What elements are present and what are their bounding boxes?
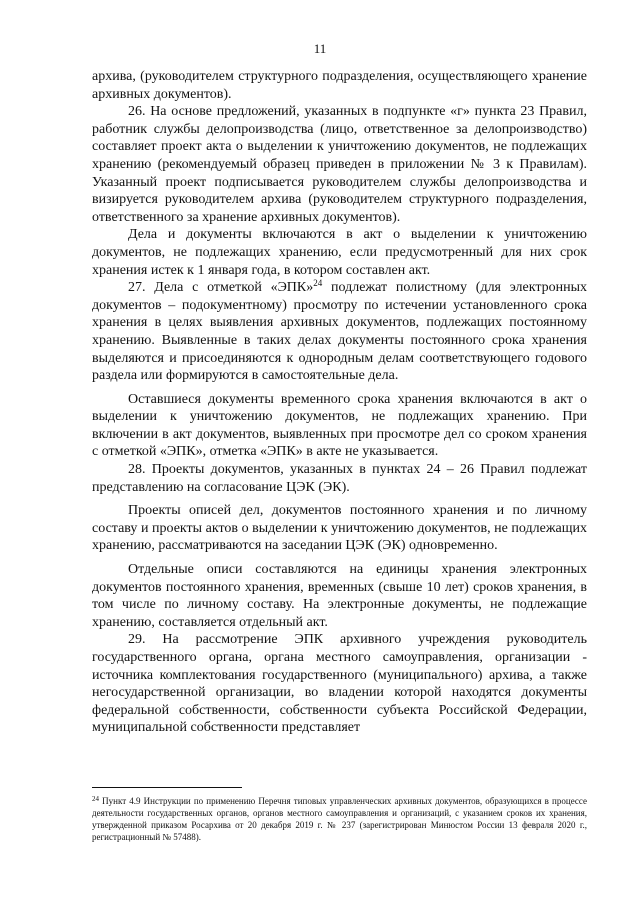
footnote-marker: 24 (92, 795, 99, 803)
paragraph-27-rest: подлежат полистному (для электронных документов – подокументному) просмотру по истечении установленного срока хранения в целях выявления архивных документов, подлежащих постоянному хранению. Выявленные в таких делах документы постоянного срока хранения выделяются и присоединяются к однородным делам соответствующего годового раздела или формируются в самостоятельные дела. (92, 280, 587, 384)
paragraph-29: 29. На рассмотрение ЭПК архивного учреждения руководитель государственного органа, органа местного самоуправления, организации - источника комплектования государственного (муниципального) архива, а также негосударственной организации, во владении которой находятся документы федеральной собственности, собственности субъекта Российской Федерации, муниципальной собственности представляет (92, 632, 587, 736)
paragraph-26: 26. На основе предложений, указанных в подпункте «г» пункта 23 Правил, работник службы делопроизводства (лицо, ответственное за делопроизводство) составляет проект акта о выделении к уничтожению документов, не подлежащих хранению (рекомендуемый образец приведен в приложении № 3 к Правилам). Указанный проект подписывается руководителем службы делопроизводства и визируется руководителем архива (руководителем структурного подразделения, ответственного за хранение архивных документов). (92, 104, 587, 225)
footnote (92, 795, 587, 843)
paragraph-continuation: архива, (руководителем структурного подразделения, осуществляющего хранение архивных документов). (92, 69, 587, 102)
body-text (92, 68, 587, 737)
paragraph-26-acts: Дела и документы включаются в акт о выделении к уничтожению документов, не подлежащих хранению, если предусмотренный для них срок хранения истек к 1 января года, в котором составлен акт. (92, 227, 587, 278)
footnote-text: Пункт 4.9 Инструкции по применению Перечня типовых управленческих архивных документов, образующихся в процессе деятельности государственных органов, органов местного самоуправления и организаций, с указанием сроков их хранения, утвержденной приказом Росархива от 20 декабря 2019 г. № 237 (зарегистрирован Минюстом России 13 февраля 2020 г., регистрационный № 57488). (92, 796, 587, 842)
footnote-divider (92, 787, 242, 788)
footnote-reference[interactable]: 24 (313, 278, 323, 289)
paragraph-27 (92, 279, 587, 385)
paragraph-27-start: 27. Дела с отметкой «ЭПК» (128, 280, 314, 296)
page-number: 11 (313, 41, 327, 56)
paragraph-28: 28. Проекты документов, указанных в пунктах 24 – 26 Правил подлежат представлению на согласование ЦЭК (ЭК). (92, 462, 587, 495)
paragraph-28-inventories: Проекты описей дел, документов постоянного хранения и по личному составу и проекты актов о выделении к уничтожению документов, не подлежащих хранению, рассматриваются на заседании ЦЭК (ЭК) одновременно. (92, 503, 587, 554)
paragraph-28-electronic: Отдельные описи составляются на единицы хранения электронных документов постоянного хранения, временных (свыше 10 лет) сроков хранения, в том числе по личному составу. На электронные документы, не подлежащие хранению, составляется отдельный акт. (92, 562, 587, 630)
paragraph-27-remaining: Оставшиеся документы временного срока хранения включаются в акт о выделении к уничтожению документов, не подлежащих хранению. При включении в акт документов, выявленных при просмотре дел со сроком хранения с отметкой «ЭПК», отметка «ЭПК» в акте не указывается. (92, 391, 587, 460)
